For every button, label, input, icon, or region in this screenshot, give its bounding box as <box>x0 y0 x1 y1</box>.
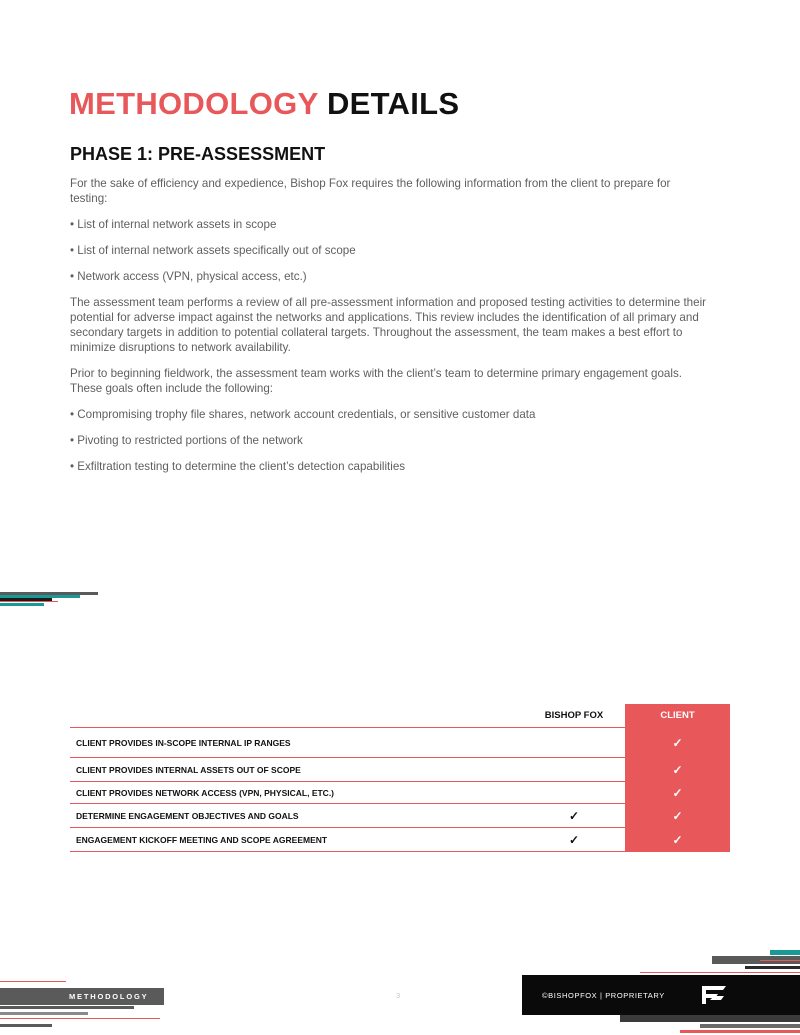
title-rest: DETAILS <box>326 86 460 121</box>
row-label: CLIENT PROVIDES IN-SCOPE INTERNAL IP RANGES <box>76 737 291 748</box>
row-label: CLIENT PROVIDES INTERNAL ASSETS OUT OF SCOPE <box>76 764 301 775</box>
row-label: ENGAGEMENT KICKOFF MEETING AND SCOPE AGREEMENT <box>76 834 328 845</box>
responsibility-table <box>70 704 730 852</box>
bishop-check: ✓ <box>568 832 580 847</box>
table-row <box>70 803 730 827</box>
list-item: • Network access (VPN, physical access, etc.) <box>70 270 307 283</box>
bishopfox-logo-icon <box>700 984 728 1006</box>
review-paragraph: The assessment team performs a review of all pre-assessment information and proposed testing activities to determine their potential for adverse impact against the networks and applications. This review includes the identification of all primary and secondary targets in addition to potential collateral targets. Throughout the assessment, the team makes a best effort to minimize disruptions to network availability. <box>70 296 707 354</box>
table-bottom-rule <box>70 851 730 852</box>
list-item: • Exfiltration testing to determine the client’s detection capabilities <box>70 460 406 473</box>
table-row <box>70 827 730 851</box>
client-check: ✓ <box>625 828 730 851</box>
list-item: • List of internal network assets in scope <box>70 218 277 231</box>
table-header <box>70 704 730 727</box>
bishop-check <box>522 758 626 781</box>
table-row <box>70 727 730 757</box>
body-content <box>70 176 710 485</box>
row-label: CLIENT PROVIDES NETWORK ACCESS (VPN, PHYSICAL, ETC.) <box>76 787 335 798</box>
footer-brand-bar <box>522 975 800 1015</box>
table-row <box>70 757 730 781</box>
client-check: ✓ <box>625 758 730 781</box>
list-item: • Pivoting to restricted portions of the network <box>70 434 303 447</box>
intro-paragraph: For the sake of efficiency and expedience, Bishop Fox requires the following information from the client to prepare for testing: <box>70 177 671 205</box>
bishop-check <box>522 782 626 803</box>
row-label: DETERMINE ENGAGEMENT OBJECTIVES AND GOALS <box>76 810 299 821</box>
goals-paragraph: Prior to beginning fieldwork, the assessment team works with the client’s team to determine primary engagement goals. These goals often include the following: <box>70 367 682 395</box>
footer-section-text: METHODOLOGY <box>69 992 149 1001</box>
page-number: 3 <box>396 991 401 1000</box>
list-item: • List of internal network assets specifically out of scope <box>70 244 356 257</box>
phase-heading <box>70 144 325 165</box>
client-check: ✓ <box>625 728 730 757</box>
phase-label: PHASE 1: <box>70 144 154 164</box>
column-header-bishop-fox: BISHOP FOX <box>544 710 604 721</box>
client-check: ✓ <box>625 804 730 827</box>
column-header-client: CLIENT <box>625 704 730 727</box>
title-accent: METHODOLOGY <box>69 86 319 121</box>
bishop-check <box>522 728 626 757</box>
phase-title: PRE-ASSESSMENT <box>158 144 326 164</box>
footer-brand-text: ©BISHOPFOX | PROPRIETARY <box>542 991 665 1000</box>
page-title <box>69 86 459 122</box>
footer-section-label <box>0 988 164 1005</box>
bishop-check: ✓ <box>568 808 580 823</box>
table-row <box>70 781 730 803</box>
client-check: ✓ <box>625 782 730 803</box>
list-item: • Compromising trophy file shares, network account credentials, or sensitive customer data <box>70 408 536 421</box>
